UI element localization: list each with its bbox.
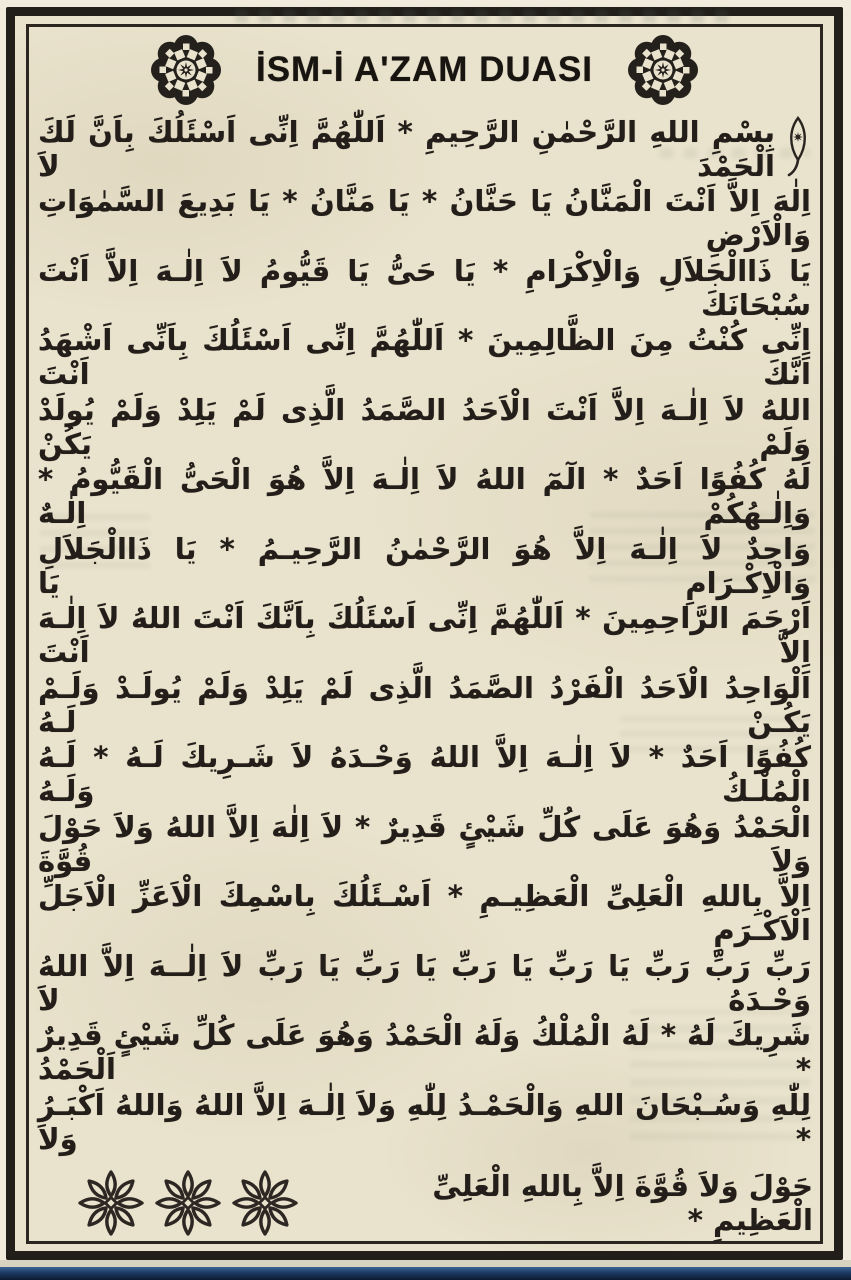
prayer-line [34, 184, 815, 254]
prayer-line-text: اللهُ لاَ اِلٰـهَ اِلاَّ اَنْتَ الْاَحَدُ الصَّمَدُ الَّذِى لَمْ يَلِدْ وَلَمْ يُولَدْ وَلَمْ يَكُنْ [38, 392, 811, 461]
checkered-rosette-icon [627, 34, 699, 106]
prayer-line [34, 323, 815, 393]
prayer-line-text: اِلاَّ بِاللهِ الْعَلِىِّ الْعَظِيـمِ * اَسْـئَلُكَ بِاسْمِكَ الْاَعَزِّ الْاَجَلِّ الْاَكْـرَمِ [38, 879, 811, 948]
leaf-flourish-icon [785, 116, 811, 178]
eight-petal-flower-icon [228, 1166, 302, 1240]
prayer-line [34, 670, 815, 740]
header [34, 32, 815, 108]
prayer-line-text: اَلْوَاحِدُ الْاَحَدُ الْفَرْدُ الصَّمَدُ الَّذِى لَمْ يَلِدْ وَلَمْ يُولَـدْ وَلَـمْ يَكُـنْ لَـهُ [38, 670, 811, 739]
prayer-line-text: حَوْلَ وَلاَ قُوَّةَ اِلاَّ بِاللهِ الْعَلِىِّ الْعَظِيمِ * [432, 1168, 813, 1237]
prayer-line-text: لَهُ كُفُوًا اَحَدٌ * الٓمٓ اللهُ لاَ اِلٰـهَ اِلاَّ هُوَ الْحَىُّ الْقَيُّومُ * وَاِلٰـهُكُمْ اِلٰـهٌ [38, 462, 811, 531]
checkered-rosette-icon [150, 34, 222, 106]
prayer-line-text: وَاحِدٌ لاَ اِلٰـهَ اِلاَّ هُوَ الرَّحْمٰنُ الرَّحِيـمُ * يَا ذَاالْجَلاَلِ وَالْاِكْـرَامِ يَا [38, 531, 811, 600]
prayer-line [34, 392, 815, 462]
prayer-line [34, 1018, 815, 1088]
prayer-line-text: اِلٰهَ اِلاَّ اَنْتَ الْمَنَّانُ يَا حَنَّانُ * يَا مَنَّانُ * يَا بَدِيعَ السَّمٰوَاتِ وَالْاَرْضِ [38, 184, 811, 253]
prayer-line-text: كُفُوًا اَحَدٌ * لاَ اِلٰـهَ اِلاَّ اللهُ وَحْـدَهُ لاَ شَـرِيكَ لَـهُ * لَـهُ الْمُلْـكُ وَلَـهُ [38, 740, 811, 809]
prayer-line-text: رَبِّ رَبِّ رَبِّ يَا رَبِّ يَا رَبِّ يَا رَبِّ يَا رَبِّ لاَ اِلٰــهَ اِلاَّ اللهُ وَحْـدَهُ لاَ [38, 948, 811, 1017]
scan-edge-navy [0, 1267, 851, 1280]
prayer-line-text: الْحَمْدُ وَهُوَ عَلَى كُلِّ شَيْئٍ قَدِيرٌ * لاَ اِلٰهَ اِلاَّ اللهُ وَلاَ حَوْلَ وَلاَ قُوَّةَ [38, 809, 811, 878]
prayer-line [34, 879, 815, 949]
prayer-line [34, 114, 815, 184]
prayer-line [34, 601, 815, 671]
eight-petal-flower-icon [74, 1166, 148, 1240]
prayer-line-text: بِسْمِ اللهِ الرَّحْمٰنِ الرَّحِيمِ * اَللّٰهُمَّ اِنِّى اَسْئَلُكَ بِاَنَّ لَكَ الْحَمْدَ لاَ [38, 114, 775, 183]
prayer-final-row [34, 1159, 815, 1247]
prayer-text [34, 114, 815, 1247]
footer-flowers [34, 1166, 302, 1240]
prayer-line-text: لِلّٰهِ وَسُـبْحَانَ اللهِ وَالْحَمْـدُ لِلّٰهِ وَلاَ اِلٰـهَ اِلاَّ اللهُ وَاللهُ اَكْبَـرُ * وَلاَ [38, 1087, 811, 1156]
prayer-line [34, 462, 815, 532]
prayer-line [34, 809, 815, 879]
scan-edge-light [0, 1260, 851, 1267]
page-content [34, 30, 815, 1240]
prayer-line-text: شَرِيكَ لَهُ * لَهُ الْمُلْكُ وَلَهُ الْحَمْدُ وَهُوَ عَلَى كُلِّ شَيْئٍ قَدِيرٌ * اَلْحَمْدُ [38, 1018, 811, 1087]
prayer-line-text: اَرْحَمَ الرَّاحِمِينَ * اَللّٰهُمَّ اِنِّى اَسْئَلُكَ بِاَنَّكَ اَنْتَ اللهُ لاَ اِلٰـهَ اِلاَّ اَنْتَ [38, 601, 811, 670]
prayer-line-text: يَا ذَاالْجَلاَلِ وَالْاِكْرَامِ * يَا حَىُّ يَا قَيُّومُ لاَ اِلٰـهَ اِلاَّ اَنْتَ سُبْحَانَكَ [38, 253, 811, 322]
prayer-line [34, 253, 815, 323]
prayer-line [34, 948, 815, 1018]
prayer-line [34, 531, 815, 601]
eight-petal-flower-icon [151, 1166, 225, 1240]
prayer-line [34, 1087, 815, 1157]
page-title: İSM-İ A'ZAM DUASI [255, 50, 594, 89]
prayer-line [34, 740, 815, 810]
prayer-line-text: اِنِّى كُنْتُ مِنَ الظَّالِمِينَ * اَللّٰهُمَّ اِنِّى اَسْئَلُكَ بِاَنِّى اَشْهَدُ اَنَّكَ اَنْتَ [38, 323, 811, 392]
